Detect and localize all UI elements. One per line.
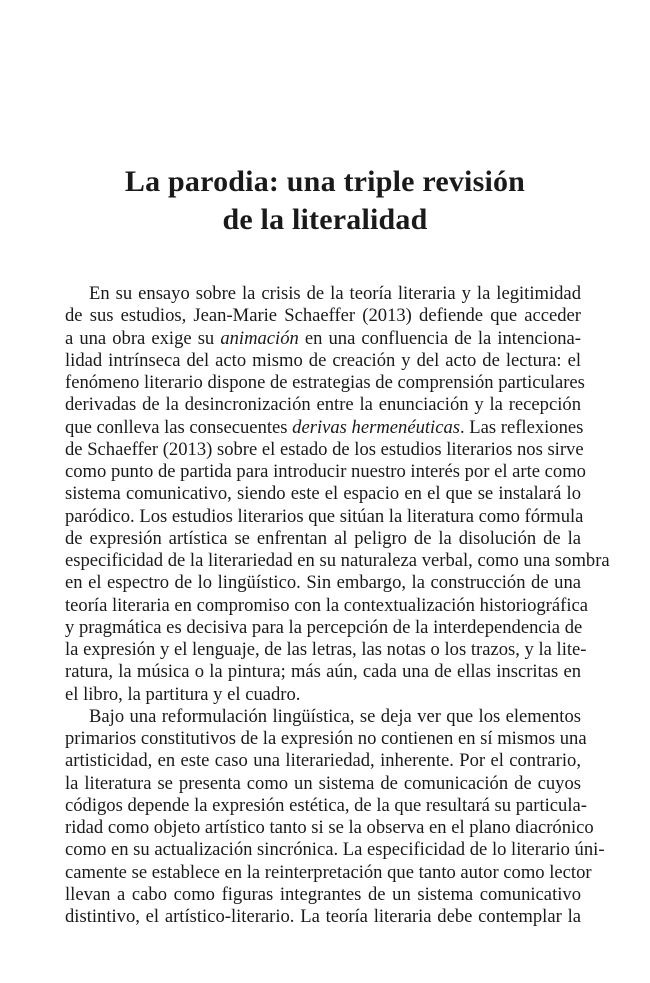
text-line: como en su actualización sincrónica. La especificidad de lo literario úni- bbox=[65, 839, 605, 861]
text-line: En su ensayo sobre la crisis de la teoría literaria y la legitimidad bbox=[89, 283, 581, 304]
text-line: de sus estudios, Jean-Marie Schaeffer (2013) defiende que acceder bbox=[65, 305, 581, 327]
chapter-title-line-2: de la literalidad bbox=[222, 203, 428, 236]
text-line: artisticidad, en este caso una literariedad, inherente. Por el contrario, bbox=[65, 750, 581, 772]
text-line: fenómeno literario dispone de estrategias de comprensión particulares bbox=[65, 372, 585, 393]
italic-term: animación bbox=[220, 327, 299, 349]
text-line: teoría literaria en compromiso con la contextualización historiográfica bbox=[65, 594, 588, 616]
text-line: de Schaeffer (2013) sobre el estado de los estudios literarios nos sirve bbox=[65, 438, 584, 460]
chapter-title-line-1: La parodia: una triple revisión bbox=[124, 165, 526, 198]
text-line: códigos depende la expresión estética, de la que resultará su particula- bbox=[65, 794, 587, 816]
text-line: Bajo una reformulación lingüística, se deja ver que los elementos bbox=[89, 705, 581, 727]
text-line: como punto de partida para introducir nuestro interés por el arte como bbox=[65, 461, 586, 482]
text-line bbox=[65, 416, 584, 439]
text-line bbox=[65, 328, 581, 350]
text-line: ridad como objeto artístico tanto si se la observa en el plano diacrónico bbox=[65, 817, 594, 838]
text-line: distintivo, el artístico-literario. La teoría literaria debe contemplar la bbox=[65, 906, 581, 927]
text-line: sistema comunicativo, siendo este el espacio en el que se instalará lo bbox=[65, 483, 581, 505]
text-line: primarios constitutivos de la expresión no contienen en sí mismos una bbox=[65, 728, 587, 749]
text-segment: que conlleva las consecuentes bbox=[65, 416, 293, 438]
text-line: en el espectro de lo lingüístico. Sin embargo, la construcción de una bbox=[65, 572, 581, 594]
text-line: lidad intrínseca del acto mismo de creación y del acto de lectura: el bbox=[65, 349, 581, 371]
text-line: llevan a cabo como figuras integrantes de un sistema comunicativo bbox=[65, 883, 581, 905]
text-line: especificidad de la literariedad en su naturaleza verbal, como una sombra bbox=[65, 550, 610, 571]
italic-term: derivas hermenéuticas bbox=[292, 416, 460, 438]
text-line: el libro, la partitura y el cuadro. bbox=[65, 683, 301, 705]
chapter-title bbox=[60, 163, 590, 239]
text-segment: en una confluencia de la intenciona- bbox=[298, 327, 581, 349]
text-segment: a una obra exige su bbox=[65, 327, 221, 349]
text-line: camente se establece en la reinterpretación que tanto autor como lector bbox=[65, 861, 592, 883]
text-line: derivadas de la desincronización entre la enunciación y la recepción bbox=[65, 394, 581, 416]
text-line: de expresión artística se enfrentan al peligro de la disolución de la bbox=[65, 527, 581, 549]
text-line: paródico. Los estudios literarios que sitúan la literatura como fórmula bbox=[65, 505, 584, 527]
text-line: y pragmática es decisiva para la percepción de la interdependencia de bbox=[65, 616, 583, 638]
text-line: la expresión y el lenguaje, de las letras, las notas o los trazos, y la lite- bbox=[65, 639, 587, 660]
text-line: la literatura se presenta como un sistema de comunicación de cuyos bbox=[65, 772, 581, 794]
text-segment: . Las reflexiones bbox=[460, 416, 584, 438]
body-text bbox=[65, 283, 610, 928]
text-line: ratura, la música o la pintura; más aún, cada una de ellas inscritas en bbox=[65, 661, 581, 683]
